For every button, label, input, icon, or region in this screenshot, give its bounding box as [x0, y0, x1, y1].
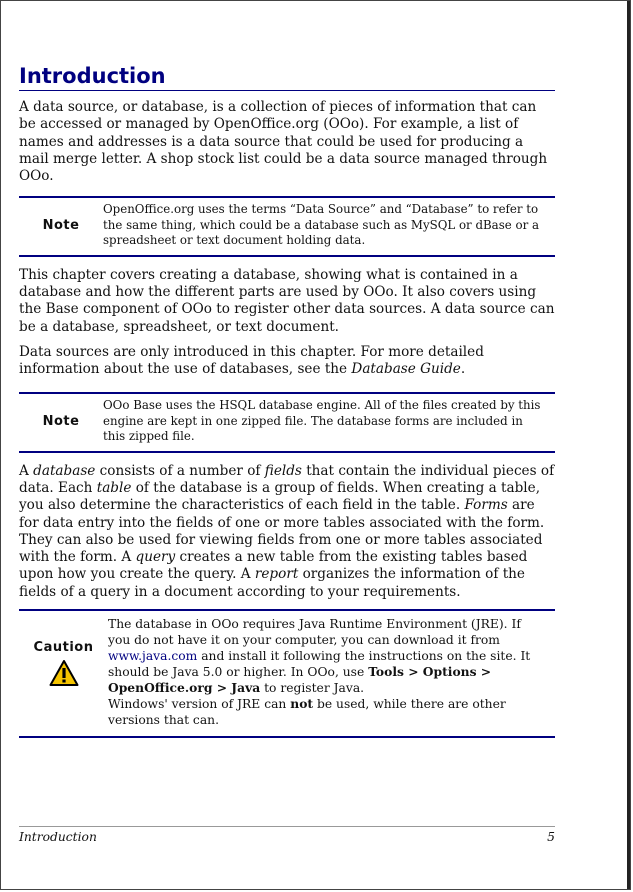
term-report: report: [254, 566, 299, 583]
menu-path: Tools > Options > OpenOffice.org > Java: [108, 664, 492, 696]
text-run: and install it following the instructions on the site. It should be Java 5.0 or higher. In OOo, use: [108, 649, 531, 680]
text-run: of the database is a group of fields. When creating a table, you also determine the characteristics of each field in the table.: [19, 480, 541, 514]
section-heading: Introduction: [19, 63, 555, 91]
caution-para-2: [108, 696, 545, 728]
text-run: .: [460, 361, 466, 378]
text-run: to register Java.: [260, 681, 365, 696]
paragraph-data-sources: [19, 344, 555, 379]
text-run: creates a new table from the existing tables based upon how you create the query. A: [19, 549, 528, 583]
text-run: are for data entry into the fields of one or more tables associated with the form. They can also be used for viewing fields from one or more tables associated with the form. A: [19, 497, 545, 566]
text-run: The database in OOo requires Java Runtime Environment (JRE). If you do not have it on your computer, you can download it from: [108, 617, 521, 648]
term-query: query: [135, 549, 176, 566]
paragraph-database-definitions: [19, 463, 555, 601]
page-footer: [19, 826, 555, 844]
database-guide-title: Database Guide: [351, 361, 461, 378]
paragraph-chapter-covers: This chapter covers creating a database, showing what is contained in a database and how the different parts are used by OOo. It also covers using the Base component of OOo to register other data sources. A data source can be a database, spreadsheet, or text document.: [19, 266, 555, 335]
note-text: OpenOffice.org uses the terms “Data Source” and “Database” to refer to the same thing, which could be a database such as MySQL or dBase or a spreadsheet or text document holding data.: [103, 202, 540, 248]
page-content: [19, 63, 555, 748]
caution-box: [19, 609, 555, 738]
caution-para-1: [108, 616, 545, 696]
text-run: consists of a number of: [95, 462, 265, 479]
caution-text: [108, 616, 555, 728]
note-label: Note: [42, 218, 80, 234]
text-run: A: [19, 462, 34, 479]
caution-label: Caution: [33, 640, 94, 656]
footer-section-title: Introduction: [19, 830, 97, 844]
term-database: database: [33, 462, 96, 479]
term-table: table: [96, 480, 132, 496]
text-run: Windows' version of JRE can: [108, 697, 291, 712]
text-run: organizes the information of the fields of a query in a document according to your requirements.: [19, 566, 525, 600]
page-number: 5: [547, 830, 555, 844]
warning-triangle-icon: [49, 659, 79, 691]
note-box: [19, 196, 555, 256]
note-label: Note: [42, 414, 80, 430]
caution-label-block: [19, 616, 108, 728]
note-text: OOo Base uses the HSQL database engine. All of the files created by this engine are kept in one zipped file. The database forms are included in this zipped file.: [103, 398, 541, 444]
term-forms: Forms: [464, 497, 508, 514]
term-fields: fields: [264, 462, 302, 479]
text-run: Data sources are only introduced in this chapter. For more detailed information about the use of databases, see the: [19, 343, 484, 378]
note-box-hsql: [19, 392, 555, 452]
text-run: that contain the individual pieces of data. Each: [19, 462, 555, 496]
paragraph-intro: A data source, or database, is a collection of pieces of information that can be accessed or managed by OpenOffice.org (OOo). For example, a list of names and addresses is a data source that could be used for producing a mail merge letter. A shop stock list could be a data source managed through OOo.: [19, 99, 548, 185]
java-website-link[interactable]: www.java.com: [108, 649, 198, 664]
emphasis-not: not: [290, 696, 314, 712]
text-run: be used, while there are other versions that can.: [108, 697, 506, 728]
